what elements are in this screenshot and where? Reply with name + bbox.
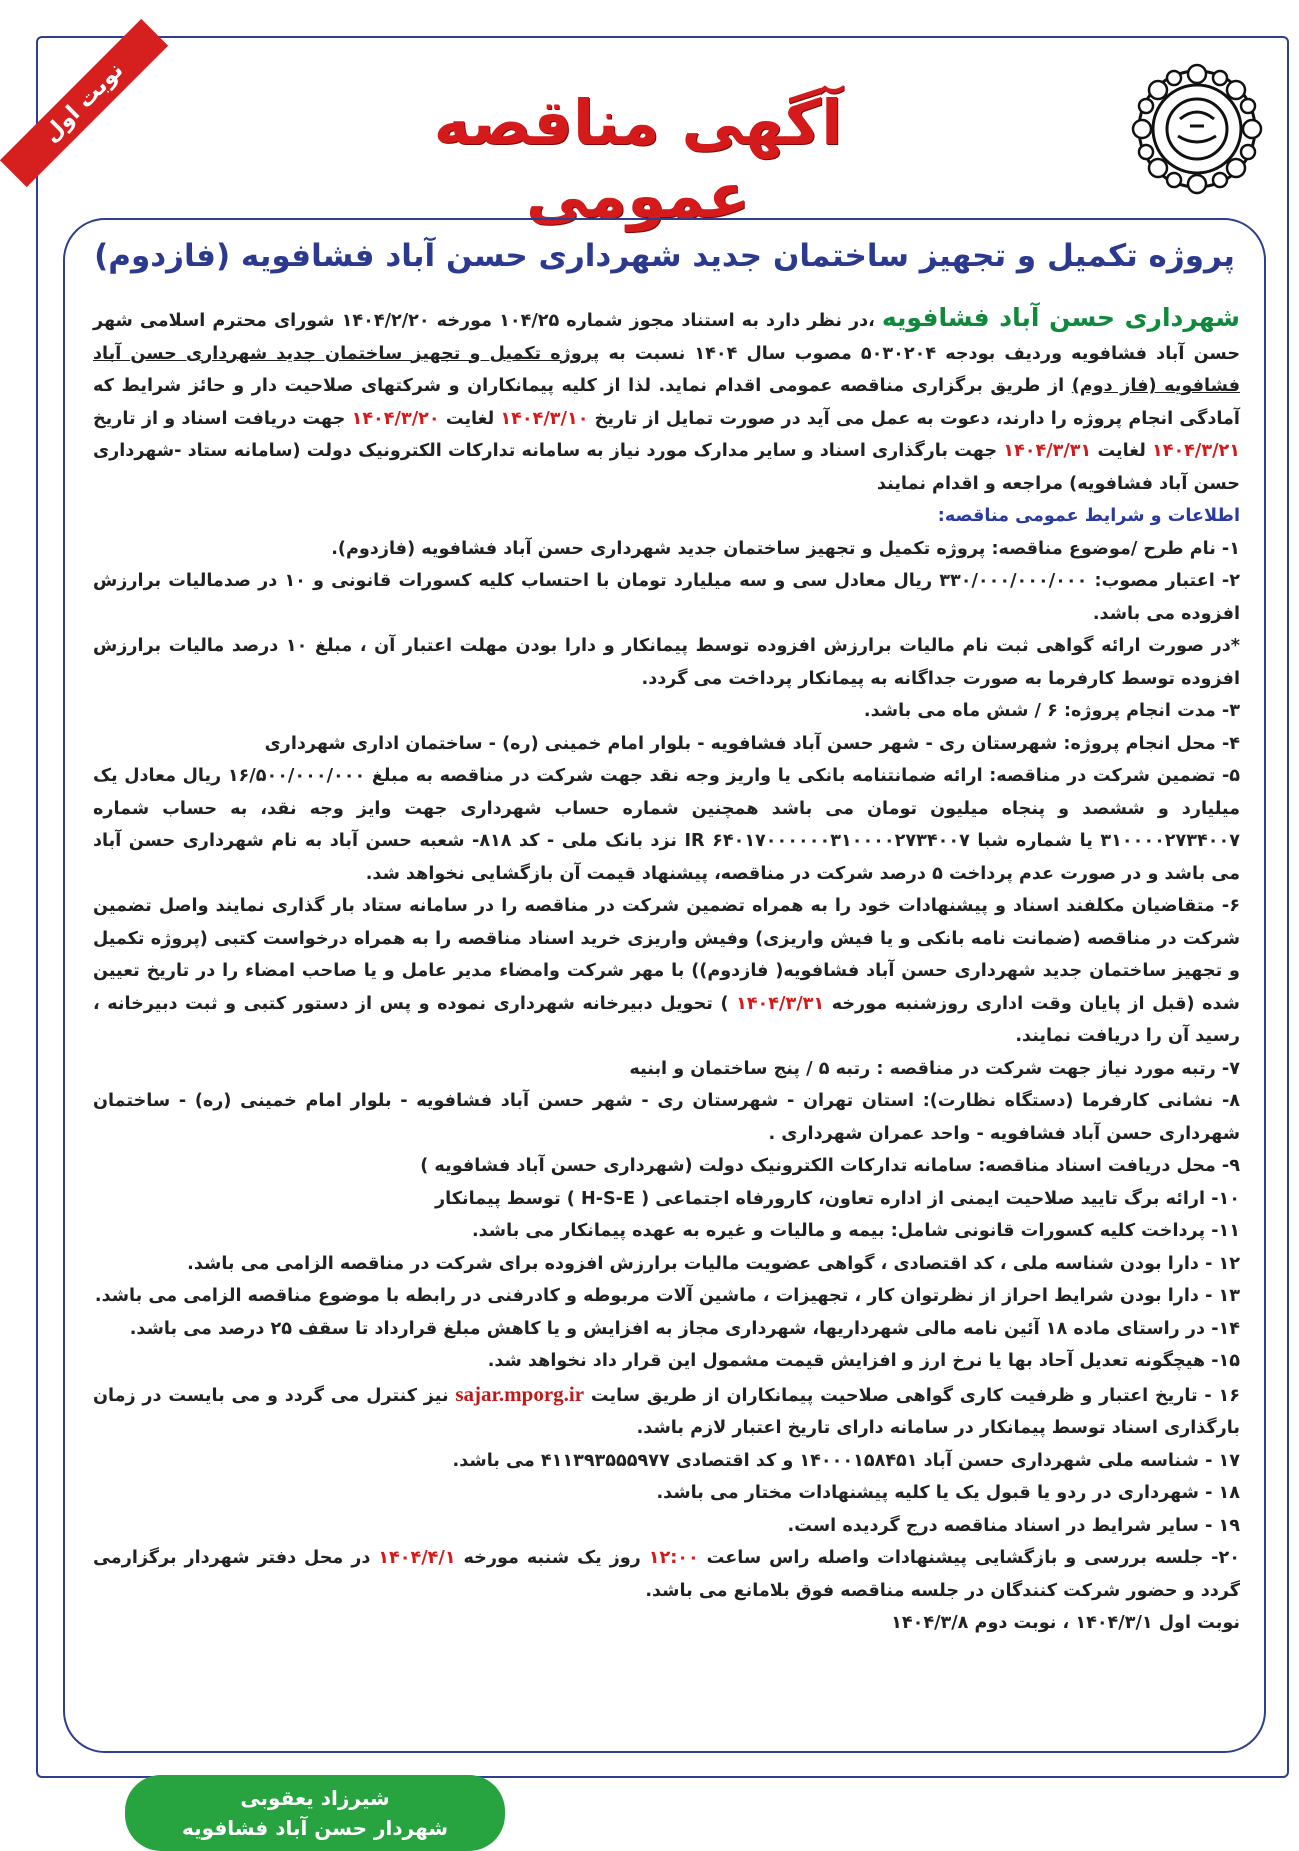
ribbon-label: نوبت اول — [0, 19, 168, 187]
item-18: ۱۸ - شهرداری در ردو یا قبول یک یا کلیه پیشنهادات مختار می باشد. — [656, 1483, 1240, 1503]
intro-text-3: جهت دریافت اسناد و از تاریخ — [93, 408, 346, 429]
sajar-site-link[interactable]: sajar.mporg.ir — [455, 1381, 585, 1406]
opening-time: ۱۲:۰۰ — [648, 1548, 699, 1568]
date-docs-end: ۱۴۰۴/۳/۲۰ — [351, 408, 440, 429]
item-6-text-2: ) تحویل دبیرخانه شهرداری نموده و پس از دستور کتبی و ثبت دبیرخانه ، رسید آن را دریافت نمایند. — [93, 993, 1240, 1046]
item-5: ۵- تضمین شرکت در مناقصه: ارائه ضمانتنامه بانکی یا واریز وجه نقد جهت شرکت در مناقصه به مبلغ ۱۶/۵۰۰/۰۰۰/۰۰۰ ریال معادل یک میلیارد و ششصد و پنجاه میلیون تومان می باشد همچنین شماره حساب شهرداری جهت وایز وجه نقد، به حساب شماره ۳۱۰۰۰۰۲۷۳۴۰۰۷ یا شماره شبا IR ۶۴۰۱۷۰۰۰۰۰۰۳۱۰۰۰۰۲۷۳۴۰۰۷ نزد بانک ملی - کد ۸۱۸- شعبه حسن آباد به نام شهرداری حسن آباد می باشد و در صورت عدم پرداخت ۵ درصد شرکت در مناقصه، پیشنهاد قیمت آن بازگشایی نخواهد شد. — [93, 766, 1240, 884]
item-16-text-2: نیز کنترل می گردد و می بایست در زمان بارگذاری اسناد توسط پیمانکار در سامانه دارای تاریخ اعتبار لازم باشد. — [93, 1385, 1240, 1438]
first-publication-ribbon — [24, 36, 174, 176]
opening-date: ۱۴۰۴/۴/۱ — [378, 1548, 456, 1568]
signer-role: شهردار حسن آباد فشافویه — [182, 1816, 448, 1840]
municipality-logo-icon — [1132, 64, 1262, 194]
item-20 — [93, 1542, 1240, 1607]
intro-text-2: از طریق برگزاری مناقصه عمومی اقدام نماید. لذا از کلیه پیمانکاران و شرکتهای صلاحیت دار و حائز شرایط که آمادگی انجام پروژه را دارند، دعوت به عمل می آید در صورت تمایل از تاریخ — [93, 376, 1240, 429]
municipality-name: شهرداری حسن آباد فشافویه — [881, 303, 1240, 332]
item-19: ۱۹ - سایر شرایط در اسناد مناقصه درج گردیده است. — [787, 1515, 1240, 1536]
notice-header — [38, 38, 1287, 232]
item-9: ۹- محل دریافت اسناد مناقصه: سامانه تدارکات الکترونیک دولت (شهرداری حسن آباد فشافویه ) — [420, 1156, 1240, 1176]
item-11: ۱۱- پرداخت کلیه کسورات قانونی شامل: بیمه و مالیات و غیره به عهده پیمانکار می باشد. — [471, 1221, 1240, 1241]
notice-frame — [36, 36, 1289, 1840]
date-docs-start: ۱۴۰۴/۳/۱۰ — [500, 408, 589, 429]
intro-until-1: لغایت — [445, 408, 495, 429]
signer-name: شیرزاد یعقوبی — [240, 1786, 390, 1810]
project-subtitle: پروژه تکمیل و تجهیز ساختمان جدید شهرداری حسن آباد فشافویه (فازدوم) — [94, 238, 1235, 274]
publication-dates: نوبت اول ۱۴۰۴/۳/۱ ، نوبت دوم ۱۴۰۴/۳/۸ — [891, 1613, 1240, 1633]
item-6-date: ۱۴۰۴/۳/۳۱ — [736, 993, 825, 1014]
notice-body — [93, 302, 1240, 1640]
date-upload-end: ۱۴۰۴/۳/۳۱ — [1003, 441, 1092, 461]
item-20-text-3: در محل دفتر شهردار برگزارمی گردد و حضور شرکت کنندگان در جلسه مناقصه فوق بلامانع می باشد. — [93, 1548, 1240, 1601]
item-15: ۱۵- هیچگونه تعدیل آحاد بها یا نرخ ارز و افزایش قیمت مشمول این قرار داد نخواهد شد. — [487, 1351, 1240, 1371]
item-20-text-2: روز یک شنبه مورخه — [463, 1548, 641, 1568]
item-20-text-1: ۲۰- جلسه بررسی و بازگشایی پیشنهادات واصله راس ساعت — [706, 1548, 1240, 1568]
page-title: آگهی مناقصه عمومی — [433, 86, 843, 232]
date-upload-start: ۱۴۰۴/۳/۲۱ — [1151, 441, 1240, 461]
item-6-text-1: ۶- متقاضیان مکلفند اسناد و پیشنهادات خود را به همراه تضمین شرکت در مناقصه را در سامانه ستاد بار گذاری نمایند واصل تضمین شرکت در مناقصه (ضمانت نامه بانکی و یا فیش واریزی) وفیش واریزی خرید اسناد مناقصه را به همراه درخواست کتبی (پروژه تکمیل و تجهیز ساختمان جدید شهرداری حسن آباد فشافویه( فازدوم)) با مهر شرکت وامضاء مدیر عامل و یا صاحب امضاء را در تاریخ تعیین شده (قبل از پایان وقت اداری روزشنبه مورخه — [93, 896, 1240, 1014]
item-12: ۱۲ - دارا بودن شناسه ملی ، کد اقتصادی ، گواهی عضویت مالیات برارزش افزوده برای شرکت در مناقصه الزامی می باشد. — [187, 1253, 1240, 1274]
item-6 — [93, 890, 1240, 1053]
vat-note: *در صورت ارائه گواهی ثبت نام مالیات برارزش افزوده توسط پیمانکار و دارا بودن مهلت اعتبار آن ، مبلغ ۱۰ درصد مالیات برارزش افزوده توسط کارفرما به صورت جداگانه به پیمانکار پرداخت می گردد. — [93, 636, 1240, 689]
project-name: پروژه تکمیل و تجهیز ساختمان جدید شهرداری حسن آباد فشافویه (فاز دوم) — [93, 343, 1240, 396]
signature-badge — [125, 1775, 505, 1851]
item-13: ۱۳ - دارا بودن شرایط احراز از نظرتوان کار ، تجهیزات ، ماشین آلات مربوطه و کادرفنی در رابطه با موضوع مناقصه الزامی می باشد. — [94, 1286, 1240, 1306]
item-8: ۸- نشانی کارفرما (دستگاه نظارت): استان تهران - شهرستان ری - شهر حسن آباد فشافویه - بلوار امام خمینی (ره) - ساختمان شهرداری حسن آباد فشافویه - واحد عمران شهرداری . — [93, 1091, 1240, 1144]
item-16-text-1: ۱۶ - تاریخ اعتبار و ظرفیت کاری گواهی صلاحیت پیمانکاران از طریق سایت — [590, 1385, 1240, 1406]
item-4: ۴- محل انجام پروژه: شهرستان ری - شهر حسن آباد فشافویه - بلوار امام خمینی (ره) - ساختمان اداری شهرداری — [264, 733, 1240, 754]
item-10: ۱۰- ارائه برگ تایید صلاحیت ایمنی از اداره تعاون، کارورفاه اجتماعی ( H-S-E ) توسط پیمانکار — [435, 1188, 1240, 1209]
item-2: ۲- اعتبار مصوب: ۳۳۰/۰۰۰/۰۰۰/۰۰۰ ریال معادل سی و سه میلیارد تومان با احتساب کلیه کسورات قانونی و ۱۰ در صدمالیات برارزش افزوده می باشد. — [93, 571, 1240, 624]
intro-text-4: جهت بارگذاری اسناد و سایر مدارک مورد نیاز به سامانه تدارکات الکترونیک دولت (سامانه ستاد -شهرداری حسن آباد فشافویه) مراجعه و اقدام نمایند — [93, 441, 1240, 494]
notice-content-box — [63, 218, 1266, 1840]
intro-paragraph — [93, 302, 1240, 500]
intro-until-2: لغایت — [1097, 441, 1146, 461]
item-14: ۱۴- در راستای ماده ۱۸ آئین نامه مالی شهرداریها، شهرداری مجاز به افزایش و یا کاهش مبلغ قرارداد تا سقف ۲۵ درصد می باشد. — [129, 1318, 1240, 1339]
item-1: ۱- نام طرح /موضوع مناقصه: پروژه تکمیل و تجهیز ساختمان جدید شهرداری حسن آباد فشافویه (فازدوم). — [331, 538, 1240, 559]
intro-text-1: ،در نظر دارد به استناد مجوز شماره ۱۰۴/۲۵ مورخه ۱۴۰۴/۲/۲۰ شورای محترم اسلامی شهر حسن آباد فشافویه وردیف بودجه ۵۰۳۰۲۰۴ مصوب سال ۱۴۰۴ نسبت به — [93, 311, 1240, 364]
section-title: اطلاعات و شرایط عمومی مناقصه: — [937, 506, 1240, 526]
item-3: ۳- مدت انجام پروژه: ۶ / شش ماه می باشد. — [863, 701, 1240, 721]
item-17: ۱۷ - شناسه ملی شهرداری حسن آباد ۱۴۰۰۰۱۵۸۴۵۱ و کد اقتصادی ۴۱۱۳۹۳۵۵۵۹۷۷ می باشد. — [452, 1450, 1240, 1471]
item-7: ۷- رتبه مورد نیاز جهت شرکت در مناقصه : رتبه ۵ / پنج ساختمان و ابنیه — [629, 1058, 1240, 1079]
item-16 — [93, 1378, 1240, 1445]
